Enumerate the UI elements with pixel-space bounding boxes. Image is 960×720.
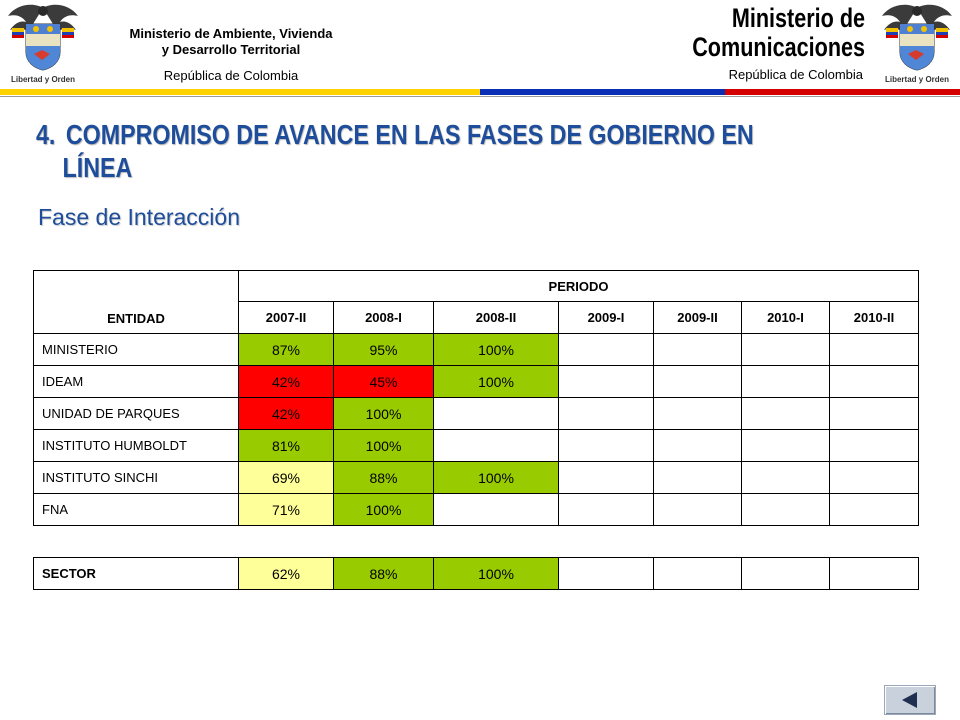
value-cell: 100%: [334, 398, 434, 430]
value-cell: [830, 462, 919, 494]
value-cell: [742, 398, 830, 430]
table-row: [34, 430, 919, 462]
table-row: [34, 398, 919, 430]
value-cell: 42%: [239, 366, 334, 398]
value-cell: 95%: [334, 334, 434, 366]
value-cell: [559, 366, 654, 398]
value-cell: 88%: [334, 558, 434, 590]
value-cell: [742, 494, 830, 526]
period-header-2008-II: 2008-II: [434, 302, 559, 334]
value-cell: [830, 334, 919, 366]
period-header-2008-I: 2008-I: [334, 302, 434, 334]
value-cell: [830, 398, 919, 430]
value-cell: [559, 334, 654, 366]
entity-column-header: ENTIDAD: [34, 271, 239, 334]
entity-name-cell: UNIDAD DE PARQUES: [34, 398, 239, 430]
value-cell: [742, 366, 830, 398]
value-cell: [434, 430, 559, 462]
entity-name-cell: IDEAM: [34, 366, 239, 398]
value-cell: [830, 366, 919, 398]
colombia-crest-right-icon: [878, 2, 956, 88]
value-cell: 42%: [239, 398, 334, 430]
section-subtitle: Fase de Interacción: [38, 204, 241, 230]
value-cell: [559, 398, 654, 430]
value-cell: 87%: [239, 334, 334, 366]
value-cell: 45%: [334, 366, 434, 398]
back-button[interactable]: [884, 685, 936, 715]
ministry-left-name-line1: Ministerio de Ambiente, Vivienda: [129, 26, 333, 41]
title-number: 4.: [36, 119, 56, 150]
value-cell: [654, 558, 742, 590]
value-cell: [742, 430, 830, 462]
ministry-right-name-line1: Ministerio de: [731, 3, 865, 33]
flag-bar-yellow: [0, 89, 240, 95]
entity-name-cell: INSTITUTO HUMBOLDT: [34, 430, 239, 462]
value-cell: 88%: [334, 462, 434, 494]
value-cell: [559, 430, 654, 462]
page-title: [36, 118, 916, 184]
period-header-2009-I: 2009-I: [559, 302, 654, 334]
triangle-left-icon: [899, 690, 921, 710]
value-cell: [830, 430, 919, 462]
crest-caption-right: Libertad y Orden: [884, 75, 950, 84]
title-line2: LÍNEA: [62, 152, 133, 183]
value-cell: 69%: [239, 462, 334, 494]
value-cell: 100%: [434, 462, 559, 494]
period-header-2010-II: 2010-II: [830, 302, 919, 334]
ministry-left-name-line2: y Desarrollo Territorial: [161, 42, 301, 57]
flag-bar-blue: [480, 89, 725, 95]
value-cell: [830, 494, 919, 526]
period-column-group-header: PERIODO: [239, 271, 919, 302]
value-cell: [559, 462, 654, 494]
title-line1: COMPROMISO DE AVANCE EN LAS FASES DE GOBIERNO EN: [65, 119, 754, 150]
value-cell: [742, 334, 830, 366]
table-row: [34, 366, 919, 398]
value-cell: [654, 462, 742, 494]
value-cell: [434, 494, 559, 526]
value-cell: 62%: [239, 558, 334, 590]
value-cell: [742, 558, 830, 590]
value-cell: 100%: [434, 334, 559, 366]
crest-caption-left: Libertad y Orden: [10, 75, 76, 84]
table-row: [34, 334, 919, 366]
ministry-right-name-line2: Comunicaciones: [692, 32, 865, 62]
ministry-right-country: República de Colombia: [728, 67, 863, 82]
value-cell: 100%: [434, 558, 559, 590]
value-cell: [654, 430, 742, 462]
table-row: [34, 494, 919, 526]
value-cell: [559, 558, 654, 590]
value-cell: 71%: [239, 494, 334, 526]
ministry-left-country: República de Colombia: [163, 68, 299, 83]
flag-color-bar: [0, 89, 960, 95]
colombia-crest-left-icon: [4, 2, 82, 88]
header-divider: [0, 96, 960, 97]
ministry-left-header: [96, 26, 366, 84]
value-cell: [434, 398, 559, 430]
table-row: [34, 462, 919, 494]
value-cell: [830, 558, 919, 590]
entity-name-cell: SECTOR: [34, 558, 239, 590]
value-cell: [654, 398, 742, 430]
flag-bar-yellow-2: [240, 89, 480, 95]
value-cell: [559, 494, 654, 526]
value-cell: [654, 494, 742, 526]
entity-name-cell: INSTITUTO SINCHI: [34, 462, 239, 494]
period-header-2007-II: 2007-II: [239, 302, 334, 334]
value-cell: 100%: [334, 494, 434, 526]
sector-row: [34, 558, 919, 590]
spacer-cell: [34, 526, 919, 558]
value-cell: 81%: [239, 430, 334, 462]
ministry-right-header: [649, 4, 865, 84]
period-header-2009-II: 2009-II: [654, 302, 742, 334]
value-cell: [742, 462, 830, 494]
entity-name-cell: FNA: [34, 494, 239, 526]
value-cell: 100%: [434, 366, 559, 398]
flag-bar-red: [725, 89, 960, 95]
entity-name-cell: MINISTERIO: [34, 334, 239, 366]
table-spacer-row: [34, 526, 919, 558]
value-cell: [654, 366, 742, 398]
period-header-2010-I: 2010-I: [742, 302, 830, 334]
progress-table: [33, 270, 919, 590]
table-header-row-1: [34, 271, 919, 302]
value-cell: 100%: [334, 430, 434, 462]
value-cell: [654, 334, 742, 366]
